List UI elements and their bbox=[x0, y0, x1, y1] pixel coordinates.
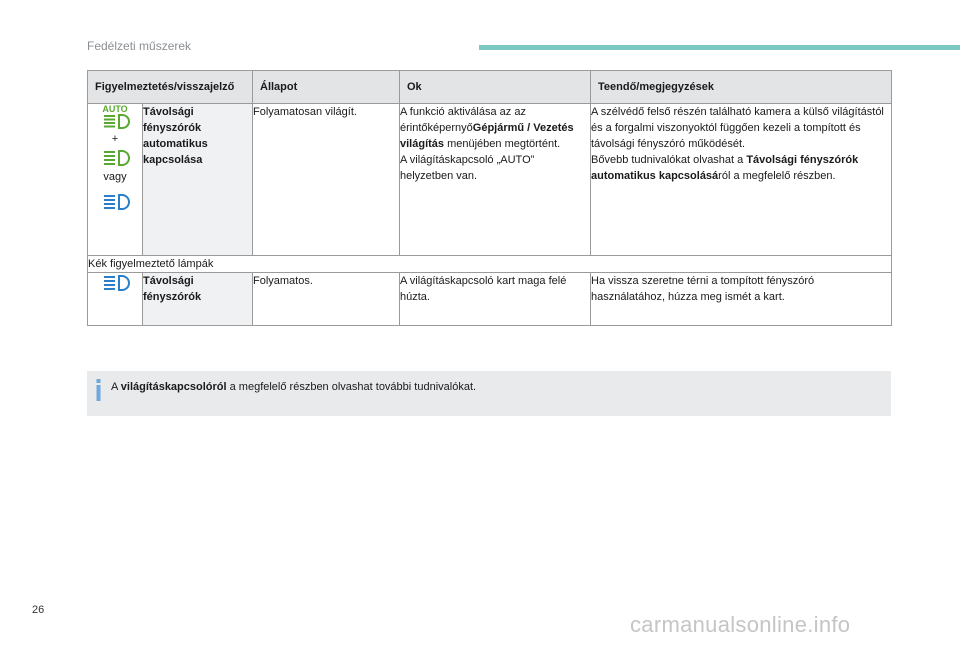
info-note bbox=[87, 371, 891, 416]
section-accent-bar bbox=[479, 45, 960, 50]
column-header-action: Teendő/megjegyzések bbox=[591, 71, 892, 104]
action-cell: Ha vissza szeretne térni a tompított fényszóró használatához, húzza meg ismét a kart. bbox=[591, 273, 892, 326]
column-header-indicator: Figyelmeztetés/visszajelző bbox=[88, 71, 253, 104]
warning-lamps-table bbox=[87, 70, 892, 326]
cause-text: A funkció aktiválása az az érintőképernyő bbox=[400, 106, 526, 134]
indicator-icons-cell bbox=[88, 273, 143, 326]
info-icon bbox=[95, 379, 103, 401]
note-text-2: a megfelelő részben olvashat további tudnivalókat. bbox=[226, 381, 477, 393]
page-number: 26 bbox=[32, 604, 45, 616]
section-reference: Távolsági fényszórók automatikus kapcsolásá bbox=[591, 154, 859, 182]
action-text-3: ról a megfelelő részben. bbox=[718, 170, 836, 182]
action-text: A szélvédő felső részén található kamera a külső világítástól és a forgalmi viszonyoktól függően kezeli a tompított és távolsági fényszóró működését. bbox=[591, 106, 884, 150]
high-beam-green-icon bbox=[98, 148, 132, 168]
watermark: carmanualsonline.info bbox=[630, 612, 851, 637]
action-text-2: Bővebb tudnivalókat olvashat a bbox=[591, 154, 747, 166]
indicator-icons-cell bbox=[88, 104, 143, 256]
note-keyword: világításkapcsolóról bbox=[120, 381, 227, 393]
state-cell: Folyamatos. bbox=[253, 273, 400, 326]
menu-path: Gépjármű / Vezetés világítás bbox=[400, 122, 574, 150]
indicator-name: Távolsági fényszórók bbox=[143, 273, 253, 326]
group-label: Kék figyelmeztető lámpák bbox=[88, 256, 892, 273]
table-header-row bbox=[88, 71, 892, 104]
column-header-cause: Ok bbox=[400, 71, 591, 104]
cause-cell bbox=[400, 104, 591, 256]
note-text bbox=[111, 379, 476, 395]
indicator-name: Távolsági fényszórók automatikus kapcsolása bbox=[143, 104, 253, 256]
high-beam-blue-icon bbox=[98, 192, 132, 212]
auto-high-beam-green-icon bbox=[98, 104, 132, 130]
table-group-row bbox=[88, 256, 892, 273]
column-header-state: Állapot bbox=[253, 71, 400, 104]
table-row bbox=[88, 273, 892, 326]
section-title: Fedélzeti műszerek bbox=[87, 39, 192, 53]
cause-text-2: menüjében megtörtént. bbox=[444, 138, 561, 150]
state-cell: Folyamatosan világít. bbox=[253, 104, 400, 256]
note-text-1: A bbox=[111, 381, 121, 393]
high-beam-blue-icon bbox=[98, 273, 132, 293]
cause-text-3: A világításkapcsoló „AUTO” helyzetben van. bbox=[400, 154, 535, 182]
or-label: vagy bbox=[103, 171, 127, 183]
svg-text:AUTO: AUTO bbox=[102, 104, 128, 114]
table-row bbox=[88, 104, 892, 256]
action-cell bbox=[591, 104, 892, 256]
cause-cell: A világításkapcsoló kart maga felé húzta. bbox=[400, 273, 591, 326]
plus-sign: + bbox=[111, 133, 119, 145]
